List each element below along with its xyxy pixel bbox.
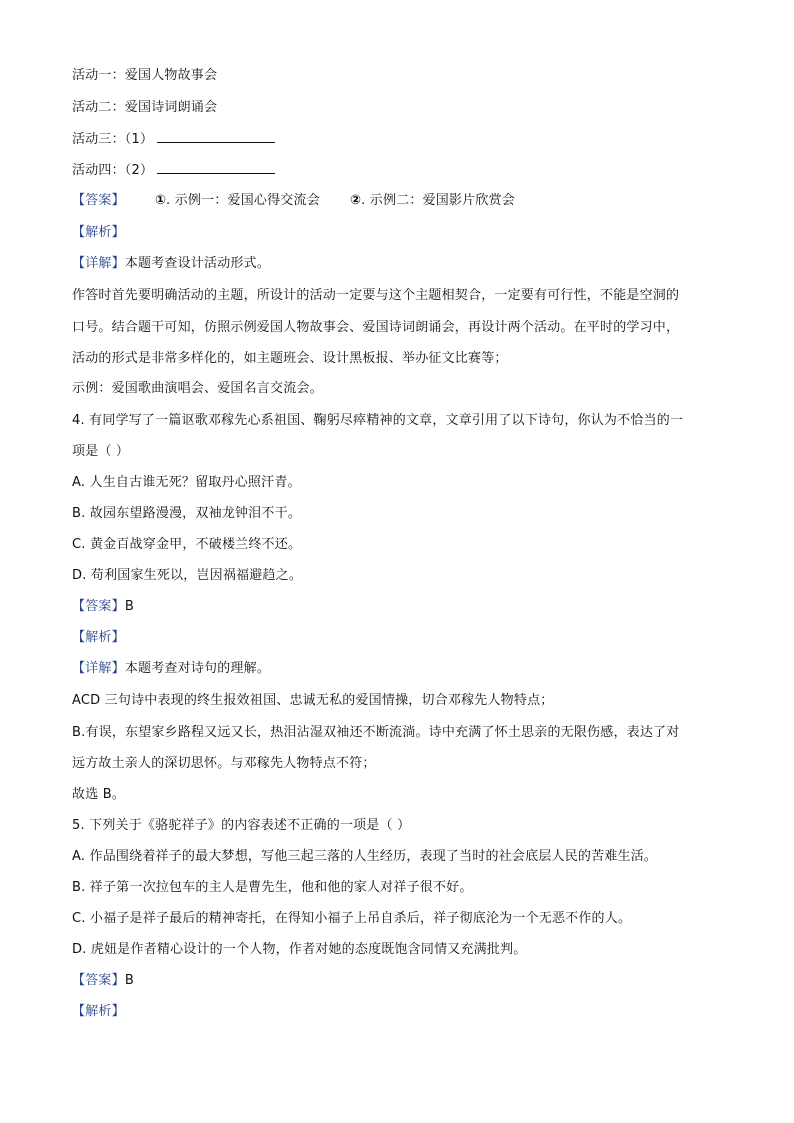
circled-number-1: ① [154, 193, 167, 208]
q4-detail-line [72, 661, 270, 677]
q3-body-line: 口号。结合题干可知，仿照示例爱国人物故事会、爱国诗词朗诵会，再设计两个活动。在平时的学习中， [72, 320, 680, 335]
q3-answer-2: . 示例二：爱国影片欣赏会 [361, 193, 515, 208]
q3-body-line: 示例：爱国歌曲演唱会、爱国名言交流会。 [72, 381, 323, 396]
q4-body-line: 故选 B。 [72, 787, 126, 802]
answer-tag: 【答案】 [72, 599, 125, 614]
q4-option-b: B. 故园东望路漫漫，双袖龙钟泪不干。 [72, 506, 301, 521]
q3-body-line: 作答时首先要明确活动的主题，所设计的活动一定要与这个主题相契合，一定要有可行性，不能是空洞的 [72, 288, 680, 303]
q3-body-line: 活动的形式是非常多样化的，如主题班会、设计黑板报、举办征文比赛等； [72, 351, 508, 366]
q4-option-a: A. 人生自古谁无死？留取丹心照汗青。 [72, 475, 301, 490]
q5-answer: B [124, 973, 134, 988]
q4-body-line: ACD 三句诗中表现的终生报效祖国、忠诚无私的爱国情操，切合邓稼先人物特点； [72, 693, 554, 708]
answer-tag: 【答案】 [72, 973, 125, 988]
q4-stem-line: 项是（ ） [72, 444, 130, 459]
q4-stem-line: 4. 有同学写了一篇讴歌邓稼先心系祖国、鞠躬尽瘁精神的文章，文章引用了以下诗句，你认为不恰当的一 [72, 413, 684, 428]
q4-body-line: 远方故土亲人的深切思怀。与邓稼先人物特点不符； [72, 756, 376, 771]
activity-4 [72, 163, 275, 179]
activity-1: 活动一：爱国人物故事会 [72, 68, 218, 83]
q5-option-b: B. 祥子第一次拉包车的主人是曹先生，他和他的家人对祥子很不好。 [72, 880, 473, 895]
detail-tag: 【详解】 [72, 661, 125, 676]
activity-3-label: 活动三：（1） [72, 132, 154, 147]
q4-detail-text: 本题考查对诗句的理解。 [124, 661, 271, 676]
q5-stem: 5. 下列关于《骆驼祥子》的内容表述不正确的一项是（ ） [72, 818, 411, 833]
answer-blank-2 [157, 163, 275, 174]
q3-detail-text: 本题考查设计活动形式。 [124, 256, 271, 271]
q4-answer-line [72, 599, 134, 615]
activity-4-label: 活动四：（2） [72, 163, 154, 178]
q4-analysis-tag: 【解析】 [72, 630, 125, 645]
q4-option-c: C. 黄金百战穿金甲，不破楼兰终不还。 [72, 537, 302, 552]
answer-tag: 【答案】 [72, 193, 125, 208]
q3-answer-1: . 示例一：爱国心得交流会 [166, 193, 320, 208]
q5-option-a: A. 作品围绕着祥子的最大梦想，写他三起三落的人生经历，表现了当时的社会底层人民的苦难生活。 [72, 849, 658, 864]
q3-analysis-tag: 【解析】 [72, 225, 125, 240]
activity-2: 活动二：爱国诗词朗诵会 [72, 100, 218, 115]
q3-answer-line [72, 193, 515, 209]
answer-blank-1 [157, 132, 275, 143]
q5-option-d: D. 虎妞是作者精心设计的一个人物，作者对她的态度既饱含同情又充满批判。 [72, 942, 527, 957]
detail-tag: 【详解】 [72, 256, 125, 271]
q4-body-line: B.有误，东望家乡路程又远又长，热泪沾湿双袖还不断流淌。诗中充满了怀土思亲的无限伤感，表达了对 [72, 725, 680, 740]
circled-number-2: ② [349, 193, 362, 208]
q4-option-d: D. 苟利国家生死以，岂因祸福避趋之。 [72, 568, 303, 583]
q4-answer: B [124, 599, 134, 614]
q5-analysis-tag: 【解析】 [72, 1004, 125, 1019]
q5-option-c: C. 小福子是祥子最后的精神寄托，在得知小福子上吊自杀后，祥子彻底沦为一个无恶不作的人。 [72, 911, 632, 926]
activity-3 [72, 132, 275, 148]
q3-detail-line [72, 256, 270, 272]
q5-answer-line [72, 973, 134, 989]
